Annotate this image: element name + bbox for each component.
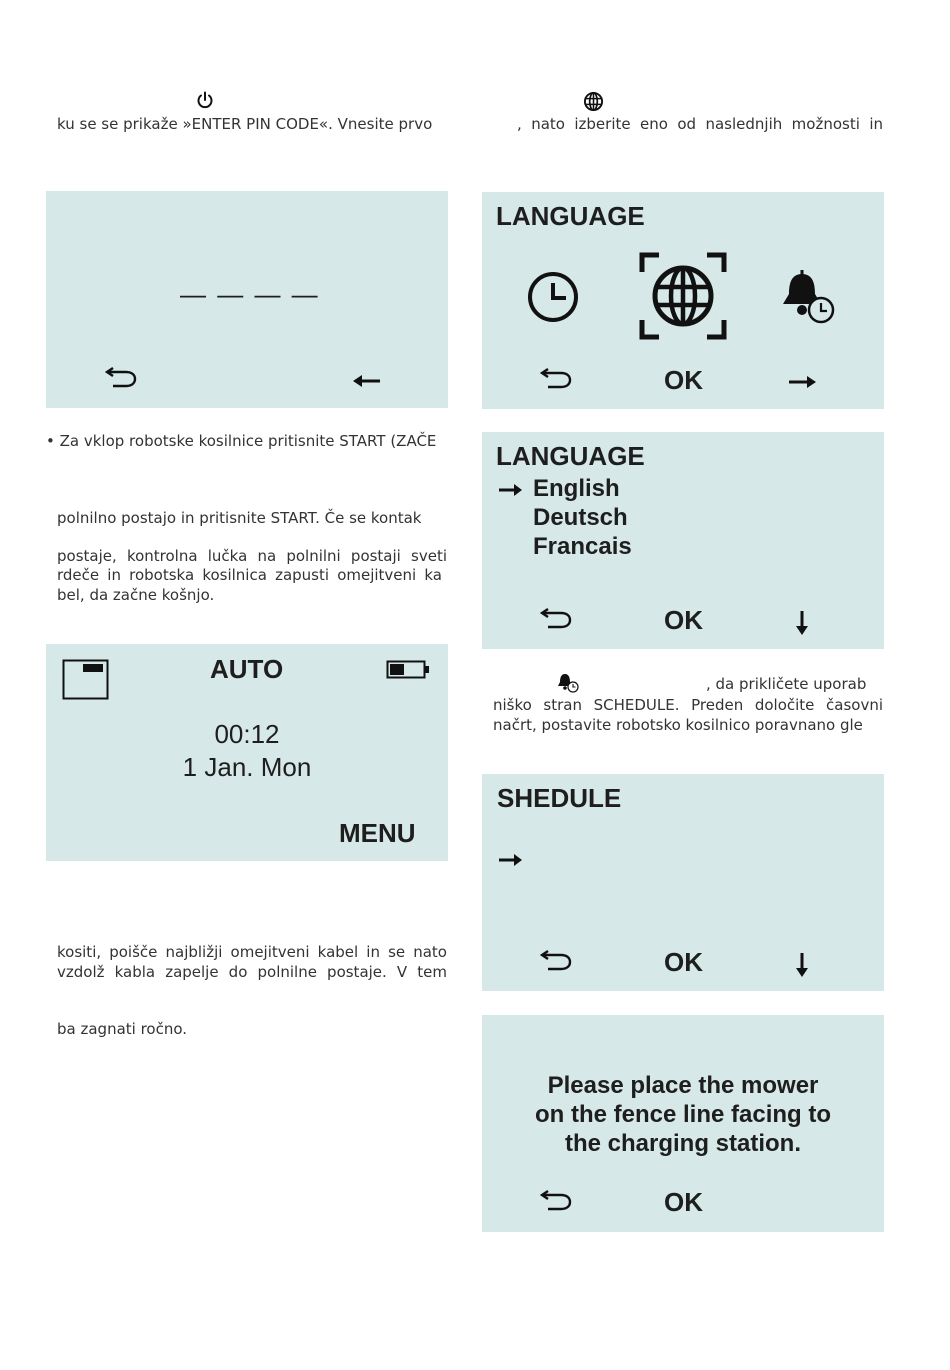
language-intro-text: , nato izberite eno od naslednjih možnosti in [517,115,883,133]
schedule-paragraph-line: , da prikličete uporab [706,675,867,693]
auto-status-screen [46,644,448,861]
language-menu-screen [482,192,884,409]
back-icon[interactable] [539,1190,573,1212]
bell-clock-icon [556,672,580,694]
cable-paragraph-line: vzdolž kabla zapelje do polnilne postaje. V tem [57,963,447,981]
station-paragraph-line: postaje, kontrolna lučka na polnilni postaji sveti [57,547,447,565]
back-icon[interactable] [539,950,573,972]
clock-date: 1 Jan. Mon [182,752,312,782]
pin-placeholder: — — — — [180,279,320,309]
screen-title: LANGUAGE [496,441,645,471]
back-icon[interactable] [539,608,573,630]
ok-button[interactable]: OK [664,1187,703,1217]
manual-start-text: ba zagnati ročno. [57,1020,188,1038]
instruction-line: Please place the mower [547,1072,819,1099]
pin-intro-text: ku se se prikaže »ENTER PIN CODE«. Vnesite prvo [57,115,433,133]
battery-icon [386,659,430,681]
down-arrow-icon[interactable] [795,952,809,978]
schedule-paragraph-line: niško stran SCHEDULE. Preden določite časovni [493,696,883,714]
ok-button[interactable]: OK [664,947,703,977]
instruction-line: the charging station. [564,1130,801,1157]
ok-button[interactable]: OK [664,605,703,635]
schedule-paragraph-line: načrt, postavite robotsko kosilnico poravnano gle [493,716,863,734]
station-paragraph-line: rdeče in robotska kosilnica zapusti omejitveni ka [57,566,442,584]
place-mower-screen [482,1015,884,1232]
language-list-screen [482,432,884,649]
screen-title: LANGUAGE [496,201,645,231]
station-paragraph-line: bel, da začne košnjo. [57,586,215,604]
language-option-francais[interactable]: Francais [533,533,632,560]
clock-icon[interactable] [526,270,580,324]
bell-clock-icon[interactable] [778,270,836,326]
clock-time: 00:12 [214,719,280,749]
ok-button[interactable]: OK [664,365,703,395]
back-icon[interactable] [539,368,573,390]
pin-code-screen [46,191,448,408]
right-arrow-icon[interactable] [788,374,818,390]
power-icon [195,90,215,110]
selection-arrow-icon [498,483,524,497]
language-option-deutsch[interactable]: Deutsch [533,504,628,531]
instruction-line: on the fence line facing to [534,1101,832,1128]
screen-title: SHEDULE [497,783,622,813]
mower-status-icon [62,659,110,701]
schedule-screen [482,774,884,991]
station-line-text: polnilno postajo in pritisnite START. Če se kontak [57,509,422,527]
backspace-arrow-icon[interactable] [351,373,381,389]
selection-arrow-icon [498,853,524,867]
globe-icon-selected[interactable] [639,252,727,340]
globe-icon [583,91,604,112]
cable-paragraph-line: kositi, poišče najbližji omejitveni kabel in se nato [57,943,447,961]
start-bullet-text: • Za vklop robotske kosilnice pritisnite START (ZAČE [46,432,437,450]
mode-label: AUTO [210,654,284,684]
back-icon[interactable] [104,367,138,389]
down-arrow-icon[interactable] [795,610,809,636]
menu-button[interactable]: MENU [339,818,416,848]
language-option-english[interactable]: English [533,475,620,502]
